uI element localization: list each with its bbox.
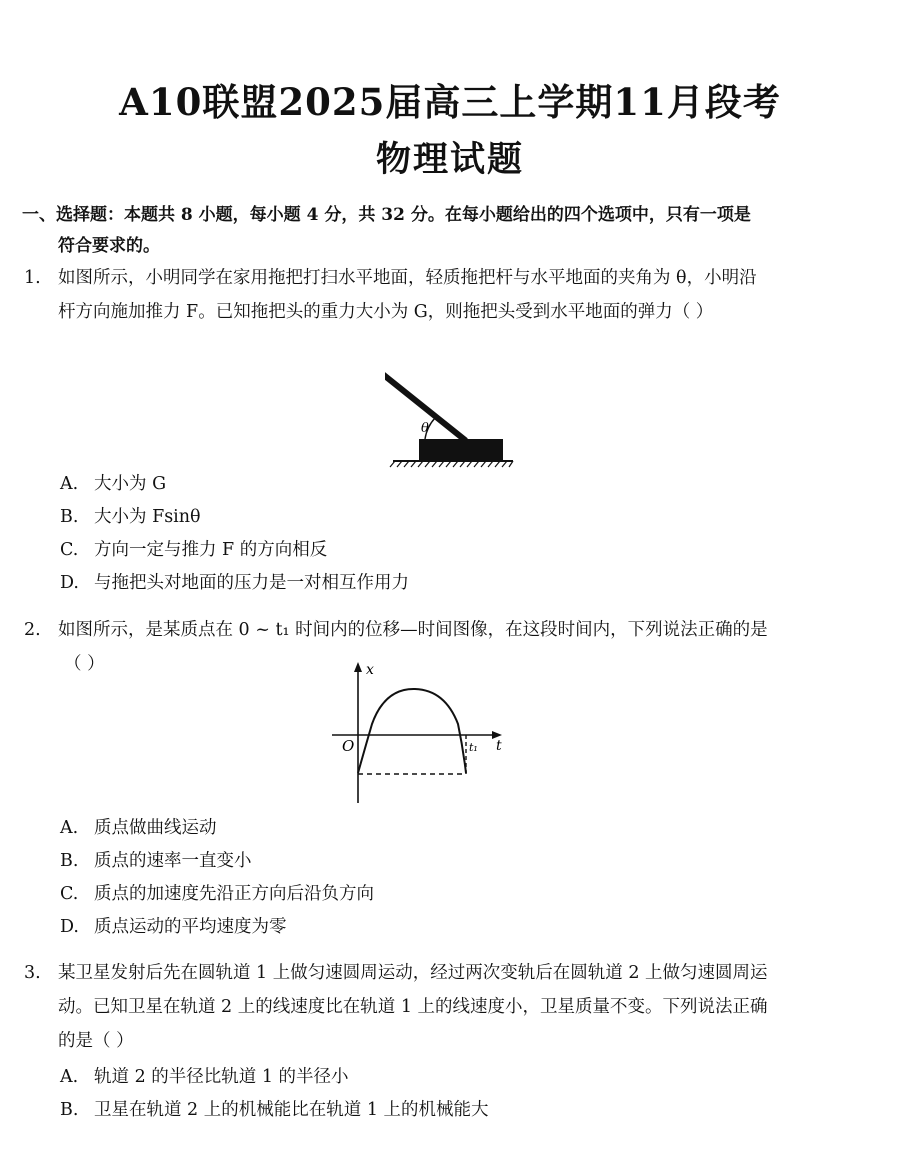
mop-head — [419, 439, 503, 461]
section-desc-1: 本题共 8 小题，每小题 4 分，共 32 分。在每小题给出的四个选项中，只有一项是 — [124, 205, 751, 225]
question-3 — [24, 956, 884, 1058]
question-3-line-1: 某卫星发射后先在圆轨道 1 上做匀速圆周运动，经过两次变轨后在圆轨道 2 上做匀速圆周运 — [58, 963, 768, 983]
section-label: 一、选择题： — [22, 205, 124, 225]
question-2-options — [60, 812, 374, 944]
question-2-line-2: （ ） — [64, 654, 105, 674]
section-heading — [22, 200, 882, 262]
question-3-options — [60, 1061, 489, 1127]
x-axis-label: x — [366, 662, 374, 678]
option-c: C. 方向一定与推力 F 的方向相反 — [60, 540, 328, 560]
option-a: A. 轨道 2 的半径比轨道 1 的半径小 — [60, 1067, 349, 1087]
t-axis-label: t — [496, 738, 502, 754]
displacement-time-graph — [330, 658, 510, 808]
option-b: B. 质点的速率一直变小 — [60, 851, 252, 871]
question-1-options — [60, 468, 409, 600]
option-c: C. 质点的加速度先沿正方向后沿负方向 — [60, 884, 374, 904]
option-a: A. 质点做曲线运动 — [60, 818, 217, 838]
question-number: 1. — [24, 268, 41, 288]
option-d: D. 与拖把头对地面的压力是一对相互作用力 — [60, 573, 409, 593]
t1-label: t₁ — [469, 741, 478, 754]
subject-title: 物理试题 — [375, 139, 524, 180]
question-number: 2. — [24, 620, 41, 640]
parabola-curve — [358, 689, 466, 773]
option-b: B. 卫星在轨道 2 上的机械能比在轨道 1 上的机械能大 — [60, 1100, 489, 1120]
exam-title: A10联盟2025届高三上学期11月段考 — [119, 80, 781, 124]
option-b: B. 大小为 Fsinθ — [60, 507, 201, 527]
question-3-line-2: 动。已知卫星在轨道 2 上的线速度比在轨道 1 上的线速度小，卫星质量不变。下列说法正确 — [58, 997, 768, 1017]
question-2-line-1: 如图所示，是某质点在 0 ~ t₁ 时间内的位移—时间图像，在这段时间内，下列说法正确的是 — [58, 620, 768, 640]
angle-theta-label: θ — [421, 421, 429, 436]
option-a: A. 大小为 G — [60, 474, 167, 494]
mop-diagram — [385, 340, 525, 470]
question-3-line-3: 的是（ ） — [58, 1031, 134, 1051]
question-1-line-2: 杆方向施加推力 F。已知拖把头的重力大小为 G，则拖把头受到水平地面的弹力（ ） — [58, 302, 714, 322]
question-1 — [24, 261, 884, 329]
section-desc-2: 符合要求的。 — [58, 236, 160, 256]
option-d: D. 质点运动的平均速度为零 — [60, 917, 287, 937]
origin-label: O — [342, 737, 355, 755]
question-1-line-1: 如图所示，小明同学在家用拖把打扫水平地面，轻质拖把杆与水平地面的夹角为 θ，小明沿 — [58, 268, 757, 288]
question-number: 3. — [24, 963, 41, 983]
x-axis-arrow — [354, 662, 362, 672]
